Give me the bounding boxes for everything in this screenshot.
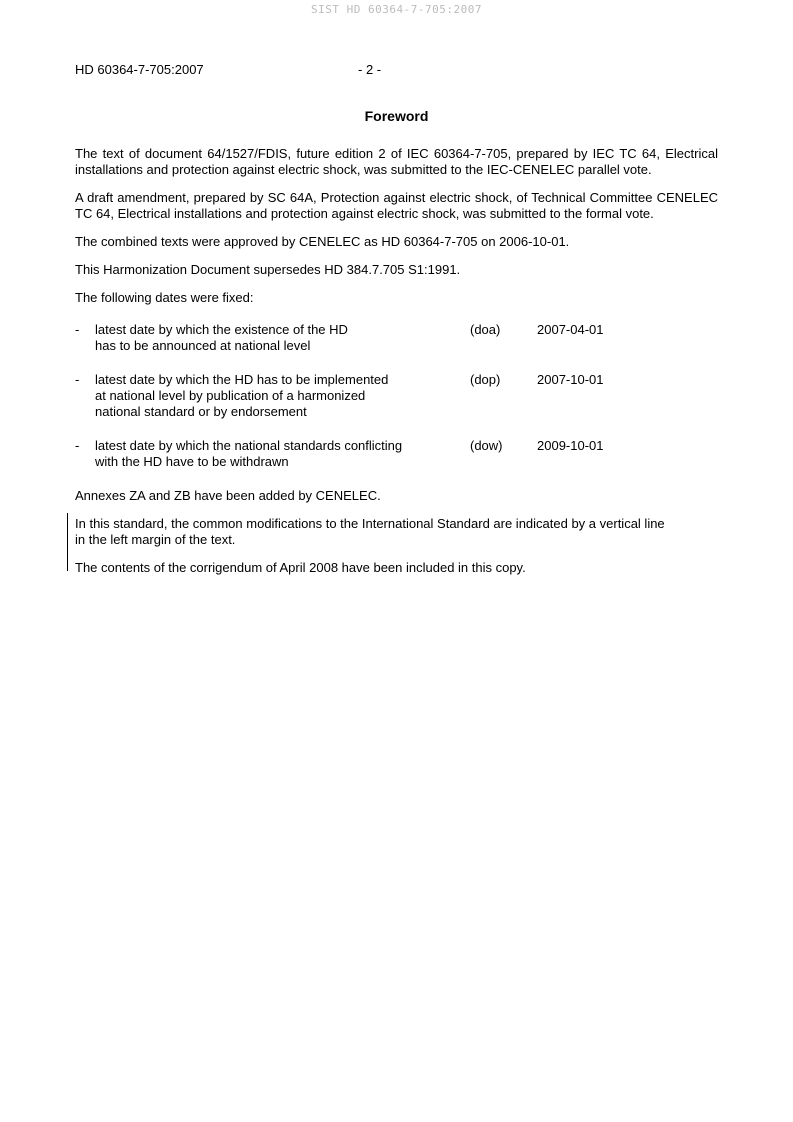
list-item-doa [75,322,718,354]
paragraph-dates-intro: The following dates were fixed: [75,290,254,305]
paragraph-corrigendum: The contents of the corrigendum of April 2008 have been included in this copy. [75,560,526,575]
list-item-dow [75,438,718,470]
page-header [75,62,718,78]
date-value: 2007-10-01 [537,372,604,387]
header-doc-ref: HD 60364-7-705:2007 [75,62,204,77]
paragraph-annexes: Annexes ZA and ZB have been added by CENELEC. [75,488,381,503]
date-description: latest date by which the existence of the HD has to be announced at national level [95,322,348,353]
page-number: - 2 - [358,62,382,77]
dates-list [75,322,718,470]
date-value: 2009-10-01 [537,438,604,453]
list-item-dash: - [75,322,80,337]
list-item-dash: - [75,438,80,453]
list-item-dash: - [75,372,80,387]
marked-paragraph-container [75,516,718,548]
change-bar-line [67,513,68,571]
watermark-text: SIST HD 60364-7-705:2007 [311,3,482,16]
paragraph-document-text: The text of document 64/1527/FDIS, future edition 2 of IEC 60364-7-705, prepared by IEC TC 64, Electrical installations and protection against electric shock, was submitted to the IEC-CENELEC parallel vote. [75,146,718,177]
paragraph-common-modifications: In this standard, the common modifications to the International Standard are indicated by a vertical line in the left margin of the text. [75,516,665,547]
date-value: 2007-04-01 [537,322,604,337]
list-item-dop [75,372,718,420]
date-code: (dow) [470,438,503,453]
page-content [75,108,718,588]
paragraph-combined-texts: The combined texts were approved by CENELEC as HD 60364-7-705 on 2006-10-01. [75,234,570,249]
date-description: latest date by which the national standards conflicting with the HD have to be withdrawn [95,438,403,469]
paragraph-draft-amendment: A draft amendment, prepared by SC 64A, Protection against electric shock, of Technical Committee CENELEC TC 64, Electrical installations and protection against electric shock, was submitted to the formal vote. [75,190,718,221]
date-code: (dop) [470,372,501,387]
date-description: latest date by which the HD has to be implemented at national level by publication of a harmonized national standard or by endorsement [95,372,389,419]
paragraph-supersedes: This Harmonization Document supersedes HD 384.7.705 S1:1991. [75,262,461,277]
date-code: (doa) [470,322,501,337]
section-title: Foreword [364,108,429,124]
